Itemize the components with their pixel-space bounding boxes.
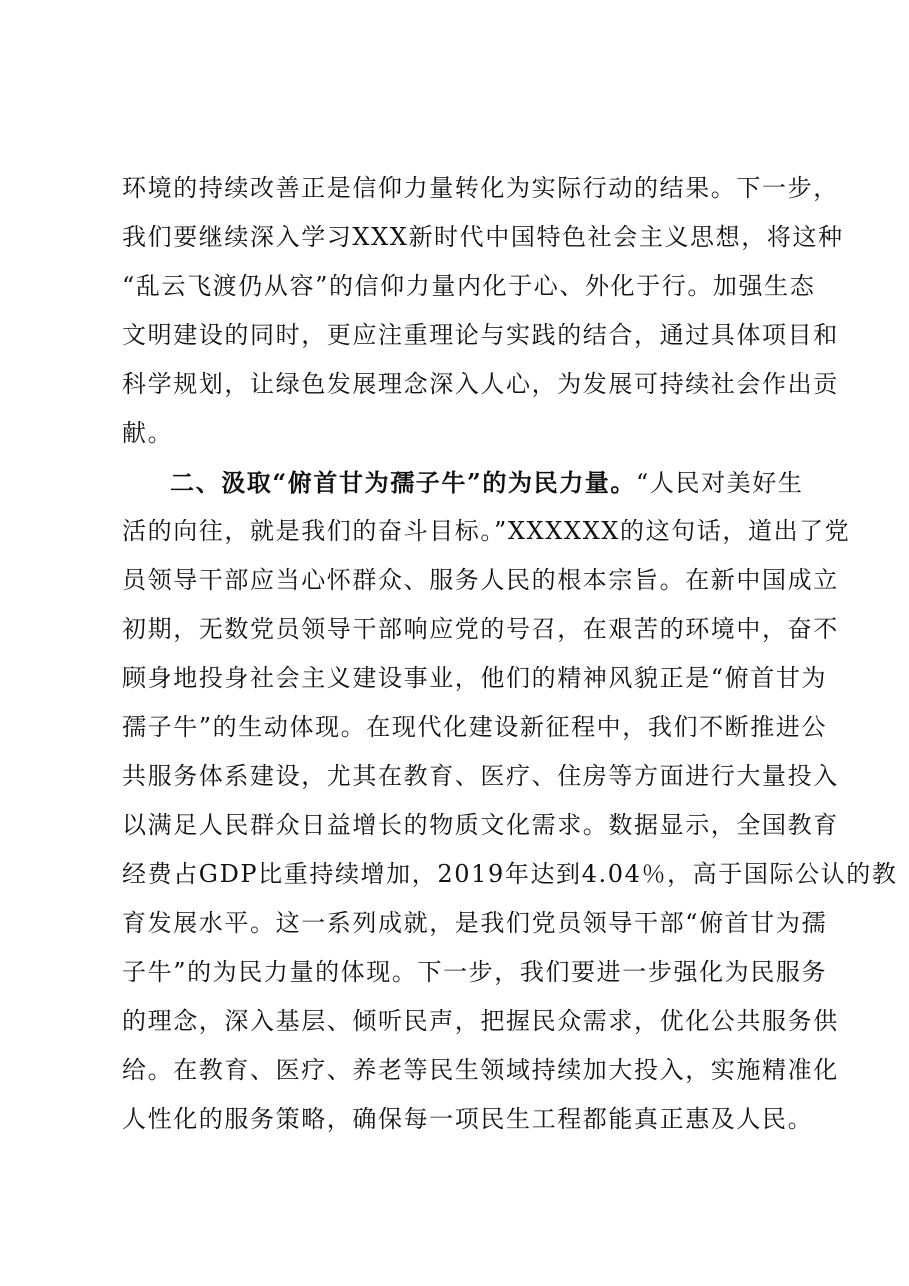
paragraph-line: 共服务体系建设，尤其在教育、医疗、住房等方面进行大量投入 <box>122 762 839 790</box>
paragraph-line: 子牛”的为民力量的体现。下一步，我们要进一步强化为民服务 <box>122 958 828 986</box>
section-2-first-line-text: “人民对美好生 <box>636 469 804 497</box>
paragraph-line: 育发展水平。这一系列成就，是我们党员领导干部“俯首甘为孺 <box>122 909 828 937</box>
paragraph-line: 以满足人民群众日益增长的物质文化需求。数据显示，全国教育 <box>122 811 839 839</box>
section-2-first-line <box>122 458 812 507</box>
paragraph-line: 给。在教育、医疗、养老等民生领域持续加大投入，实施精准化 <box>122 1056 839 1084</box>
section-2-paragraph <box>122 458 898 1144</box>
paragraph-line: “乱云飞渡仍从容”的信仰力量内化于心、外化于行。加强生态 <box>122 272 816 300</box>
paragraph-line: 顾身地投身社会主义建设事业，他们的精神风貌正是“俯首甘为 <box>122 664 828 692</box>
paragraph-line: 活的向往，就是我们的奋斗目标。”XXXXXX的这句话，道出了党 <box>122 517 851 545</box>
paragraph-line: 科学规划，让绿色发展理念深入人心，为发展可持续社会作出贡 <box>122 370 839 398</box>
paragraph-line: 环境的持续改善正是信仰力量转化为实际行动的结果。下一步， <box>122 174 839 202</box>
paragraph-line: 我们要继续深入学习XXX新时代中国特色社会主义思想，将这种 <box>122 223 844 251</box>
paragraph-line: 初期，无数党员领导干部响应党的号召，在艰苦的环境中，奋不 <box>122 615 839 643</box>
paragraph-line: 的理念，深入基层、倾听民声，把握民众需求，优化公共服务供 <box>122 1007 839 1035</box>
paragraph-line: 献。 <box>122 419 174 447</box>
paragraph-line: 员领导干部应当心怀群众、服务人民的根本宗旨。在新中国成立 <box>122 566 839 594</box>
paragraph-line: 孺子牛”的生动体现。在现代化建设新征程中，我们不断推进公 <box>122 713 828 741</box>
paragraph-line: 经费占GDP比重持续增加，2019年达到4.04％，高于国际公认的教 <box>122 860 898 888</box>
paragraph-line: 人性化的服务策略，确保每一项民生工程都能真正惠及人民。 <box>122 1105 814 1133</box>
section-1-paragraph <box>122 164 844 458</box>
document-body <box>122 164 898 1144</box>
paragraph-line: 文明建设的同时，更应注重理论与实践的结合，通过具体项目和 <box>122 321 839 349</box>
section-2-heading: 二、汲取“俯首甘为孺子牛”的为民力量。 <box>170 468 637 497</box>
